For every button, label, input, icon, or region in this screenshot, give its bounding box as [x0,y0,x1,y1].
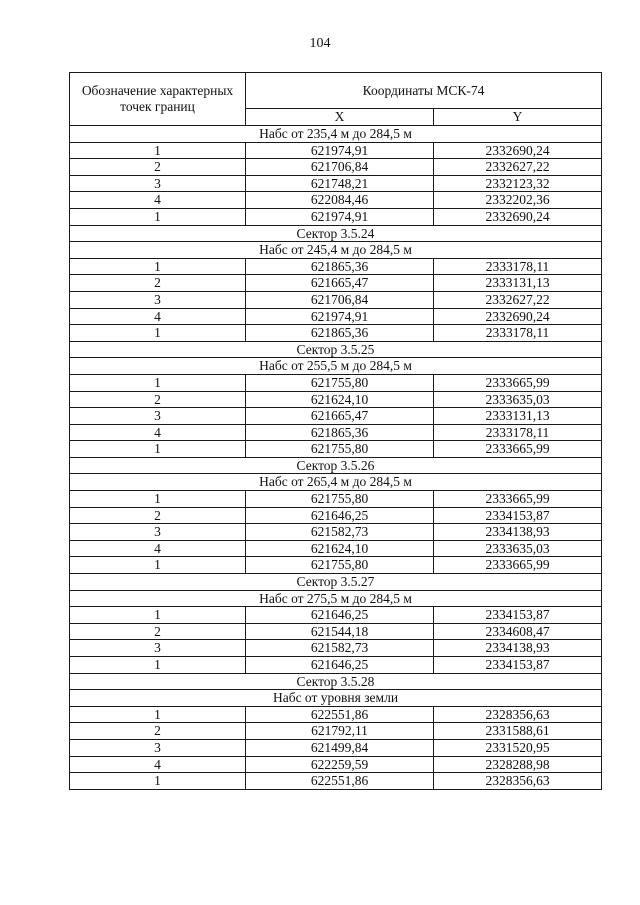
section-row [70,673,602,690]
x-coordinate-cell: 621865,36 [246,424,434,441]
y-coordinate-cell: 2333131,13 [434,408,602,425]
x-coordinate-cell: 621624,10 [246,540,434,557]
x-coordinate-cell: 621706,84 [246,291,434,308]
point-cell: 3 [70,175,246,192]
y-coordinate-cell: 2331588,61 [434,723,602,740]
table-row [70,325,602,342]
point-cell: 1 [70,441,246,458]
y-coordinate-cell: 2333178,11 [434,424,602,441]
section-title: Набс от 255,5 м до 284,5 м [70,358,602,375]
y-coordinate-cell: 2333635,03 [434,540,602,557]
table-row [70,706,602,723]
y-coordinate-cell: 2332690,24 [434,208,602,225]
section-row [70,225,602,242]
section-title: Сектор 3.5.28 [70,673,602,690]
x-coordinate-cell: 621665,47 [246,275,434,292]
section-row [70,457,602,474]
point-cell: 1 [70,374,246,391]
table-row [70,491,602,508]
table-header [70,73,602,126]
y-coordinate-cell: 2332123,32 [434,175,602,192]
table-row [70,723,602,740]
point-cell: 1 [70,325,246,342]
point-cell: 2 [70,275,246,292]
point-cell: 1 [70,773,246,790]
table-row [70,524,602,541]
section-title: Сектор 3.5.26 [70,457,602,474]
y-coordinate-cell: 2328356,63 [434,773,602,790]
point-cell: 1 [70,706,246,723]
x-coordinate-cell: 621792,11 [246,723,434,740]
table-row [70,291,602,308]
x-coordinate-cell: 621544,18 [246,623,434,640]
table-row [70,308,602,325]
y-coordinate-cell: 2332690,24 [434,142,602,159]
table-row [70,756,602,773]
table-row [70,258,602,275]
point-cell: 1 [70,142,246,159]
point-cell: 2 [70,159,246,176]
point-cell: 1 [70,491,246,508]
y-coordinate-cell: 2333665,99 [434,441,602,458]
x-coordinate-cell: 621974,91 [246,308,434,325]
x-coordinate-cell: 621974,91 [246,208,434,225]
y-coordinate-cell: 2333665,99 [434,557,602,574]
table-row [70,142,602,159]
x-coordinate-cell: 621646,25 [246,657,434,674]
y-coordinate-cell: 2334138,93 [434,524,602,541]
y-coordinate-cell: 2333665,99 [434,491,602,508]
point-cell: 3 [70,291,246,308]
table-row [70,374,602,391]
x-coordinate-cell: 621665,47 [246,408,434,425]
x-coordinate-cell: 621865,36 [246,325,434,342]
x-coordinate-cell: 621582,73 [246,524,434,541]
y-coordinate-cell: 2334153,87 [434,607,602,624]
x-coordinate-cell: 621706,84 [246,159,434,176]
y-coordinate-cell: 2331520,95 [434,739,602,756]
section-row [70,474,602,491]
section-row [70,126,602,143]
table-row [70,159,602,176]
x-coordinate-cell: 621865,36 [246,258,434,275]
y-coordinate-cell: 2328356,63 [434,706,602,723]
point-cell: 4 [70,192,246,209]
point-cell: 1 [70,657,246,674]
x-coordinate-cell: 621755,80 [246,557,434,574]
y-column-header: Y [434,108,602,125]
y-coordinate-cell: 2334608,47 [434,623,602,640]
point-cell: 4 [70,756,246,773]
y-coordinate-cell: 2333178,11 [434,325,602,342]
y-coordinate-cell: 2334153,87 [434,507,602,524]
section-title: Сектор 3.5.25 [70,341,602,358]
y-coordinate-cell: 2332627,22 [434,159,602,176]
section-title: Сектор 3.5.24 [70,225,602,242]
table-row [70,208,602,225]
point-cell: 4 [70,540,246,557]
y-coordinate-cell: 2333178,11 [434,258,602,275]
section-title: Набс от 265,4 м до 284,5 м [70,474,602,491]
table-row [70,275,602,292]
coordinates-table [69,72,602,790]
table-row [70,623,602,640]
section-row [70,590,602,607]
section-row [70,341,602,358]
y-coordinate-cell: 2333131,13 [434,275,602,292]
y-coordinate-cell: 2332627,22 [434,291,602,308]
table-row [70,441,602,458]
x-coordinate-cell: 621646,25 [246,607,434,624]
table-row [70,408,602,425]
y-coordinate-cell: 2334153,87 [434,657,602,674]
y-coordinate-cell: 2334138,93 [434,640,602,657]
y-coordinate-cell: 2332202,36 [434,192,602,209]
table-row [70,557,602,574]
y-coordinate-cell: 2333665,99 [434,374,602,391]
page-number: 104 [309,36,331,51]
section-title: Набс от уровня земли [70,690,602,707]
point-cell: 1 [70,208,246,225]
point-cell: 3 [70,408,246,425]
table-row [70,540,602,557]
x-coordinate-cell: 622551,86 [246,773,434,790]
x-coordinate-cell: 621748,21 [246,175,434,192]
point-cell: 2 [70,623,246,640]
point-cell: 4 [70,308,246,325]
table-row [70,640,602,657]
table-row [70,657,602,674]
table-row [70,424,602,441]
point-cell: 2 [70,723,246,740]
x-coordinate-cell: 621646,25 [246,507,434,524]
coordinates-header: Координаты МСК-74 [246,73,602,109]
y-coordinate-cell: 2333635,03 [434,391,602,408]
x-coordinate-cell: 621499,84 [246,739,434,756]
table-row [70,773,602,790]
x-coordinate-cell: 622084,46 [246,192,434,209]
x-coordinate-cell: 621582,73 [246,640,434,657]
point-cell: 3 [70,739,246,756]
table-row [70,739,602,756]
point-cell: 1 [70,607,246,624]
point-cell: 2 [70,391,246,408]
point-cell: 1 [70,258,246,275]
x-coordinate-cell: 621755,80 [246,491,434,508]
point-cell: 2 [70,507,246,524]
section-row [70,690,602,707]
y-coordinate-cell: 2332690,24 [434,308,602,325]
table-row [70,391,602,408]
x-coordinate-cell: 622551,86 [246,706,434,723]
x-coordinate-cell: 621755,80 [246,441,434,458]
table-body [70,126,602,790]
section-title: Набс от 235,4 м до 284,5 м [70,126,602,143]
table-row [70,507,602,524]
table-row [70,192,602,209]
y-coordinate-cell: 2328288,98 [434,756,602,773]
x-coordinate-cell: 621624,10 [246,391,434,408]
section-row [70,242,602,259]
section-title: Набс от 275,5 м до 284,5 м [70,590,602,607]
x-coordinate-cell: 622259,59 [246,756,434,773]
x-coordinate-cell: 621974,91 [246,142,434,159]
point-cell: 3 [70,640,246,657]
table-row [70,607,602,624]
point-cell: 1 [70,557,246,574]
section-row [70,574,602,591]
x-column-header: X [246,108,434,125]
section-title: Сектор 3.5.27 [70,574,602,591]
section-row [70,358,602,375]
point-cell: 4 [70,424,246,441]
point-cell: 3 [70,524,246,541]
section-title: Набс от 245,4 м до 284,5 м [70,242,602,259]
x-coordinate-cell: 621755,80 [246,374,434,391]
point-column-header: Обозначение характерных точек границ [70,73,246,126]
table-row [70,175,602,192]
